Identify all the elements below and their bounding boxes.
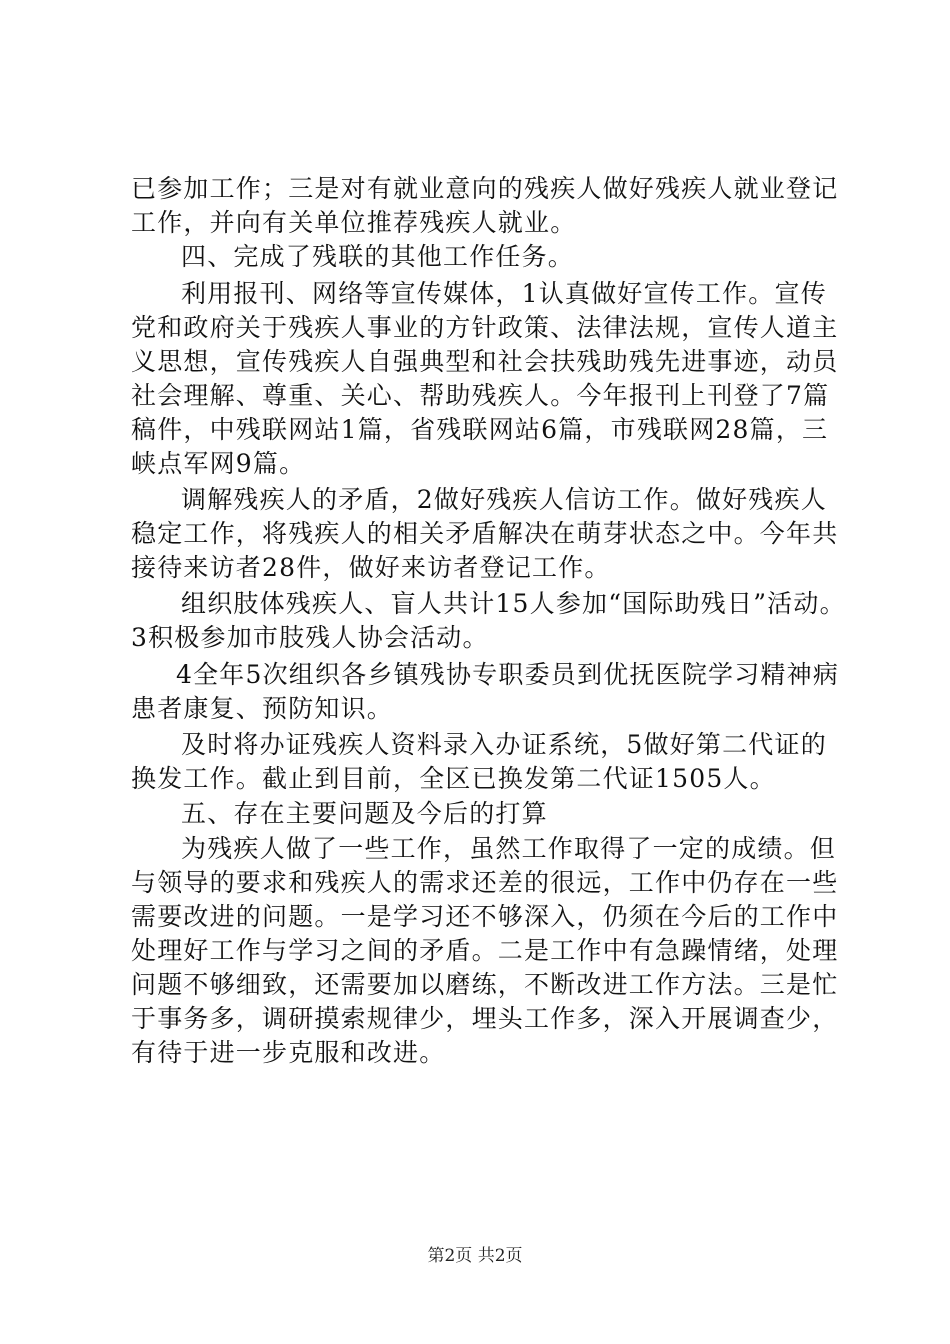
text-line: 4全年5次组织各乡镇残协专职委员到优抚医院学习精神病 <box>176 660 840 689</box>
text-line: 党和政府关于残疾人事业的方针政策、法律法规，宣传人道主 <box>131 313 839 342</box>
text-line: 处理好工作与学习之间的矛盾。二是工作中有急躁情绪，处理 <box>131 936 839 965</box>
text-line: 为残疾人做了一些工作，虽然工作取得了一定的成绩。但 <box>181 834 837 863</box>
text-line: 患者康复、预防知识。 <box>131 694 394 723</box>
text-line: 接待来访者28件，做好来访者登记工作。 <box>131 553 611 582</box>
text-line: 换发工作。截止到目前，全区已换发第二代证1505人。 <box>131 764 776 793</box>
text-line: 峡点军网9篇。 <box>131 449 306 478</box>
text-line: 稳定工作，将残疾人的相关矛盾解决在萌芽状态之中。今年共 <box>131 519 839 548</box>
text-line: 稿件，中残联网站1篇，省残联网站6篇，市残联网28篇，三 <box>131 415 829 444</box>
text-line: 组织肢体残疾人、盲人共计15人参加“国际助残日”活动。 <box>181 589 846 618</box>
text-line: 及时将办证残疾人资料录入办证系统，5做好第二代证的 <box>181 730 827 759</box>
text-line: 已参加工作；三是对有就业意向的残疾人做好残疾人就业登记 <box>131 174 839 203</box>
text-line: 四、完成了残联的其他工作任务。 <box>181 242 575 271</box>
text-line: 五、存在主要问题及今后的打算 <box>181 799 548 828</box>
text-line: 工作，并向有关单位推荐残疾人就业。 <box>131 208 577 237</box>
text-line: 义思想，宣传残疾人自强典型和社会扶残助残先进事迹，动员 <box>131 347 839 376</box>
text-line: 需要改进的问题。一是学习还不够深入，仍须在今后的工作中 <box>131 902 839 931</box>
text-line: 有待于进一步克服和改进。 <box>131 1038 446 1067</box>
text-line: 调解残疾人的矛盾，2做好残疾人信访工作。做好残疾人 <box>181 485 827 514</box>
text-line: 问题不够细致，还需要加以磨练，不断改进工作方法。三是忙 <box>131 970 839 999</box>
text-line: 利用报刊、网络等宣传媒体，1认真做好宣传工作。宣传 <box>181 279 827 308</box>
text-line: 社会理解、尊重、关心、帮助残疾人。今年报刊上刊登了7篇 <box>131 381 830 410</box>
page-footer: 第2页 共2页 <box>427 1246 523 1266</box>
text-line: 3积极参加市肢残人协会活动。 <box>131 623 489 652</box>
text-line: 于事务多，调研摸索规律少，埋头工作多，深入开展调查少， <box>131 1004 839 1033</box>
text-line: 与领导的要求和残疾人的需求还差的很远，工作中仍存在一些 <box>131 868 839 897</box>
